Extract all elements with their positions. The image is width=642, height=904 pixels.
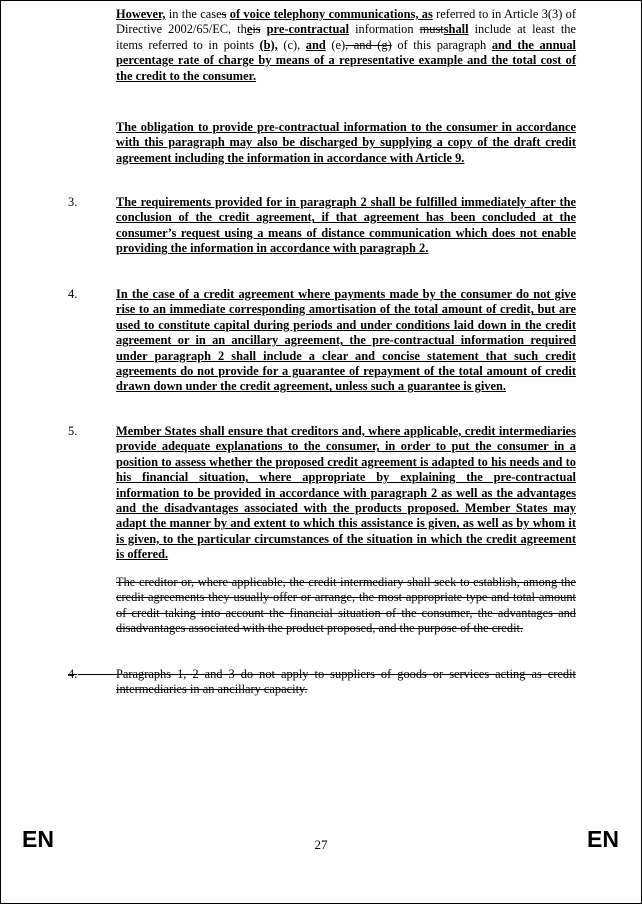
deleted-item-number: 4. xyxy=(68,667,78,681)
deleted-text: is xyxy=(252,22,261,37)
paragraph-item-5: Member States shall ensure that creditors and, where applicable, credit intermediaries provide adequate explanations to the consumer, in order to put the consumer in a position to assess whether the proposed credit agreement is adapted to his needs and to his financial situation, where appropriate by explaining the pre-contractual information to be provided in accordance with paragraph 2 as well as the advantages and the disadvantages associated with the products proposed. Member States may adapt the manner by and extent to which this assistance is given, as well as by whom it is given, to the particular circumstances of the situation in which the credit agreement is offered. xyxy=(116,424,576,562)
item-number: 5. xyxy=(68,424,78,438)
language-code-left: EN xyxy=(22,826,54,852)
item-number: 4. xyxy=(68,287,78,301)
text: (c), xyxy=(277,37,306,52)
text: (e) xyxy=(325,37,346,52)
strikethrough-line xyxy=(78,674,116,675)
paragraph-item-4: In the case of a credit agreement where payments made by the consumer do not give rise to an immediate corresponding amortisation of the total amount of credit, but are used to constitute capital during periods and under conditions laid down in the credit agreement or in an ancillary agreement, the pre-contractual information required under paragraph 2 shall include a clear and concise statement that such credit agreements do not provide for a guarantee of repayment of the total amount of credit drawn down under the credit agreement, unless such a guarantee is given. xyxy=(116,287,576,394)
paragraph-obligation: The obligation to provide pre-contractual information to the consumer in accordance with this paragraph may also be discharged by supplying a copy of the draft credit agreement including the information in accordance with Article 9. xyxy=(116,120,576,165)
paragraph-item-3: The requirements provided for in paragraph 2 shall be fulfilled immediately after the conclusion of the credit agreement, if that agreement has been concluded at the consumer’s request using a means of distance communication which does not enable providing the information in accordance with paragraph 2. xyxy=(116,195,576,256)
text: of this paragraph xyxy=(391,37,492,52)
deleted-text: must xyxy=(419,22,444,37)
inserted-text: pre-contractual xyxy=(266,22,350,37)
text: referred to in Article 3(3) of Directive 2002/65/EC, th xyxy=(116,7,577,37)
inserted-text: and the annual percentage rate of charge by means of a representative example and the total cost of the credit to the consumer. xyxy=(116,37,576,83)
deleted-paragraph-item-4: Paragraphs 1, 2 and 3 do not apply to suppliers of goods or services acting as credit intermediaries in an ancillary capacity. xyxy=(116,667,576,697)
deleted-text: s xyxy=(221,7,227,21)
inserted-text: shall xyxy=(443,22,469,37)
inserted-text: e xyxy=(246,22,253,37)
paragraph-however xyxy=(116,7,576,84)
text: include at least the items referred to in points xyxy=(116,22,576,52)
inserted-text: and xyxy=(305,37,326,52)
inserted-text: However, xyxy=(116,7,166,21)
text: information xyxy=(349,22,420,37)
item-number: 3. xyxy=(68,195,78,209)
inserted-text: (b), xyxy=(259,37,278,52)
language-code-right: EN xyxy=(587,826,619,852)
page-number: 27 xyxy=(314,837,328,852)
text: in the case xyxy=(165,7,222,21)
inserted-text: of voice telephony communications, as xyxy=(229,7,433,21)
deleted-text: , and (g) xyxy=(345,37,392,52)
deleted-paragraph-creditor: The creditor or, where applicable, the credit intermediary shall seek to establish, among the credit agreements they usually offer or arrange, the most appropriate type and total amount of credit taking into account the financial situation of the consumer, the advantages and disadvantages associated with the product proposed, and the purpose of the credit. xyxy=(116,575,576,636)
